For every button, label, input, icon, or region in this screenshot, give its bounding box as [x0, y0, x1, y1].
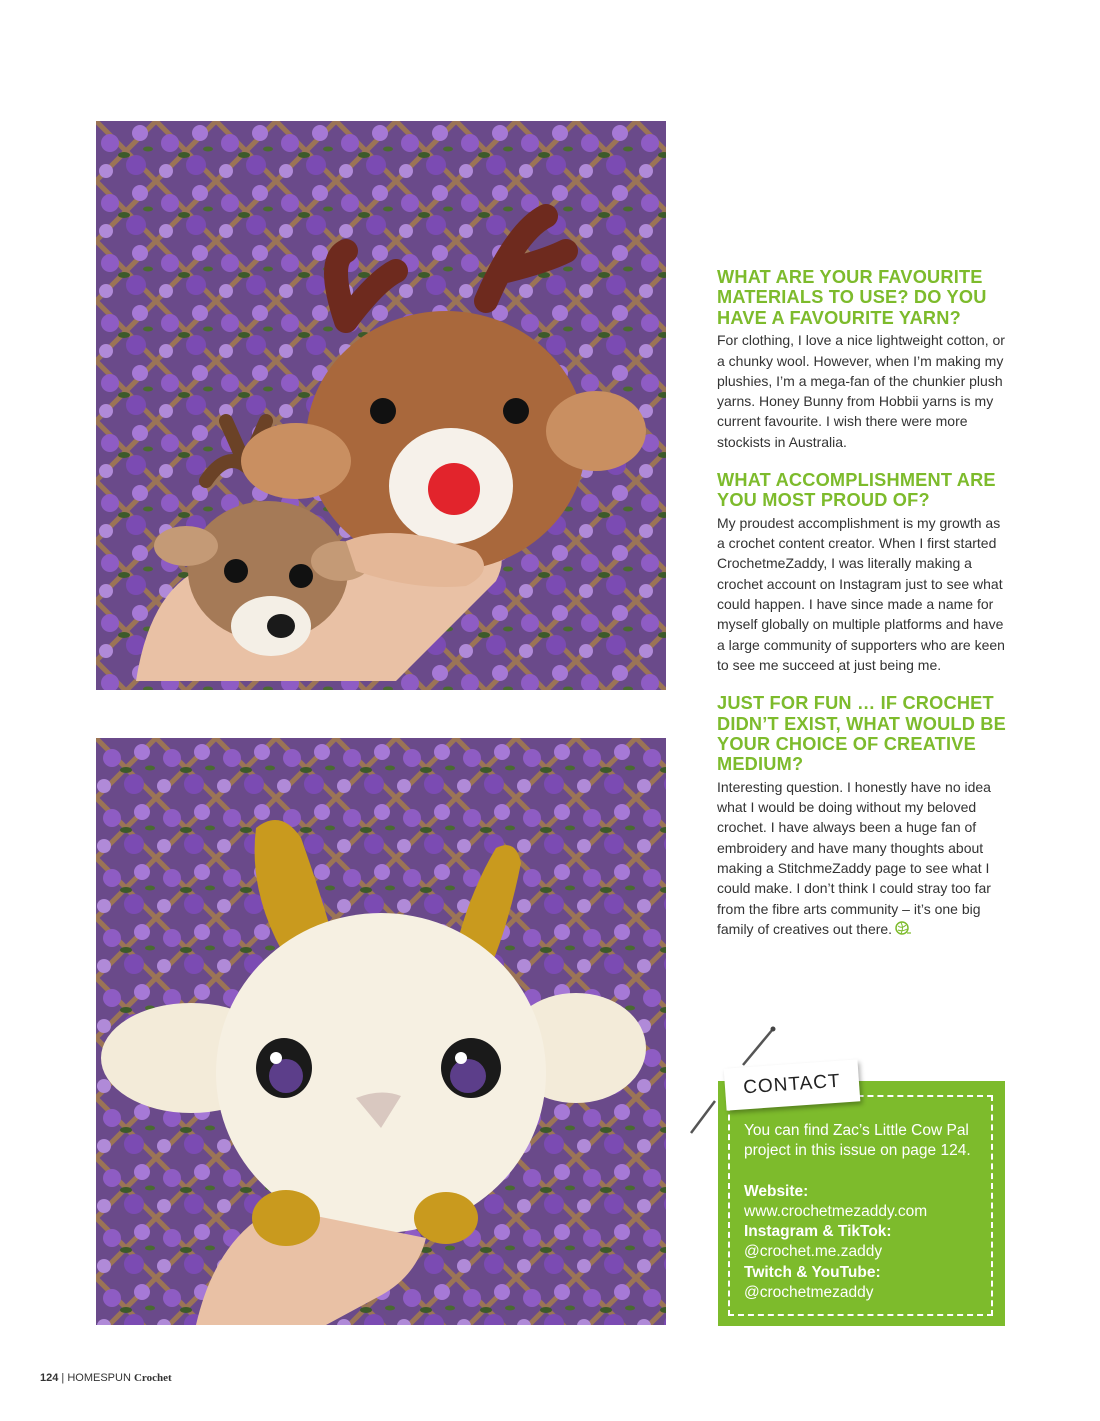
- qa-block-materials: [717, 267, 1009, 452]
- footer-separator: |: [61, 1372, 65, 1384]
- magazine-name: HOMESPUN: [67, 1372, 131, 1384]
- pin-icon: [688, 1098, 718, 1136]
- twitch-value: @crochetmezaddy: [744, 1284, 874, 1302]
- goat-plush-illustration: [96, 738, 666, 1325]
- contact-tag: CONTACT: [724, 1059, 861, 1110]
- contact-details: [744, 1121, 994, 1303]
- twitch-label: Twitch & YouTube:: [744, 1263, 881, 1281]
- question-heading: WHAT ACCOMPLISHMENT ARE YOU MOST PROUD OF?: [717, 470, 996, 511]
- reindeer-plush-illustration: [96, 121, 666, 690]
- answer-paragraph: [717, 777, 1009, 939]
- contact-box: [718, 1081, 1005, 1326]
- goat-plush-photo: [96, 738, 666, 1325]
- pin-icon: [738, 1026, 778, 1068]
- website-label: Website:: [744, 1182, 809, 1200]
- website-value: www.crochetmezaddy.com: [744, 1202, 928, 1220]
- page-number: 124: [40, 1372, 59, 1384]
- question-heading: WHAT ARE YOUR FAVOURITE MATERIALS TO USE? DO YOU HAVE A FAVOURITE YARN?: [717, 267, 987, 328]
- reindeer-plush-photo: [96, 121, 666, 690]
- instagram-value: @crochet.me.zaddy: [744, 1243, 883, 1261]
- instagram-label: Instagram & TikTok:: [744, 1223, 892, 1241]
- interview-column: [717, 267, 1009, 957]
- yarn-ball-icon: [895, 920, 911, 936]
- contact-intro: You can find Zac’s Little Cow Pal project in this issue on page 124.: [744, 1122, 971, 1160]
- qa-block-creative-medium: [717, 693, 1009, 939]
- qa-block-accomplishment: [717, 470, 1009, 675]
- magazine-name-script: Crochet: [133, 1372, 172, 1384]
- answer-text: My proudest accomplishment is my growth as a crochet content creator. When I first started CrochetmeZaddy, I was literally making a crochet account on Instagram just to see what could happen. I have since made a name for myself globally on multiple platforms and have a large community of supporters who are keen to see me succeed at just being me.: [717, 514, 1005, 673]
- page-footer: [40, 1372, 172, 1384]
- answer-text: Interesting question. I honestly have no idea what I would be doing without my beloved crochet. I have always been a huge fan of embroidery and have many thoughts about making a StitchmeZaddy page to see what I could make. I don’t think I could stray too far from the fibre arts community – it’s one big family of creatives out there.: [717, 778, 991, 937]
- question-heading: JUST FOR FUN … IF CROCHET DIDN’T EXIST, WHAT WOULD BE YOUR CHOICE OF CREATIVE MEDIUM?: [717, 693, 1006, 775]
- answer-text: For clothing, I love a nice lightweight cotton, or a chunky wool. However, when I’m making my plushies, I’m a mega-fan of the chunkier plush yarns. Honey Bunny from Hobbii yarns is my current favourite. I wish there were more stockists in Australia.: [717, 332, 1005, 450]
